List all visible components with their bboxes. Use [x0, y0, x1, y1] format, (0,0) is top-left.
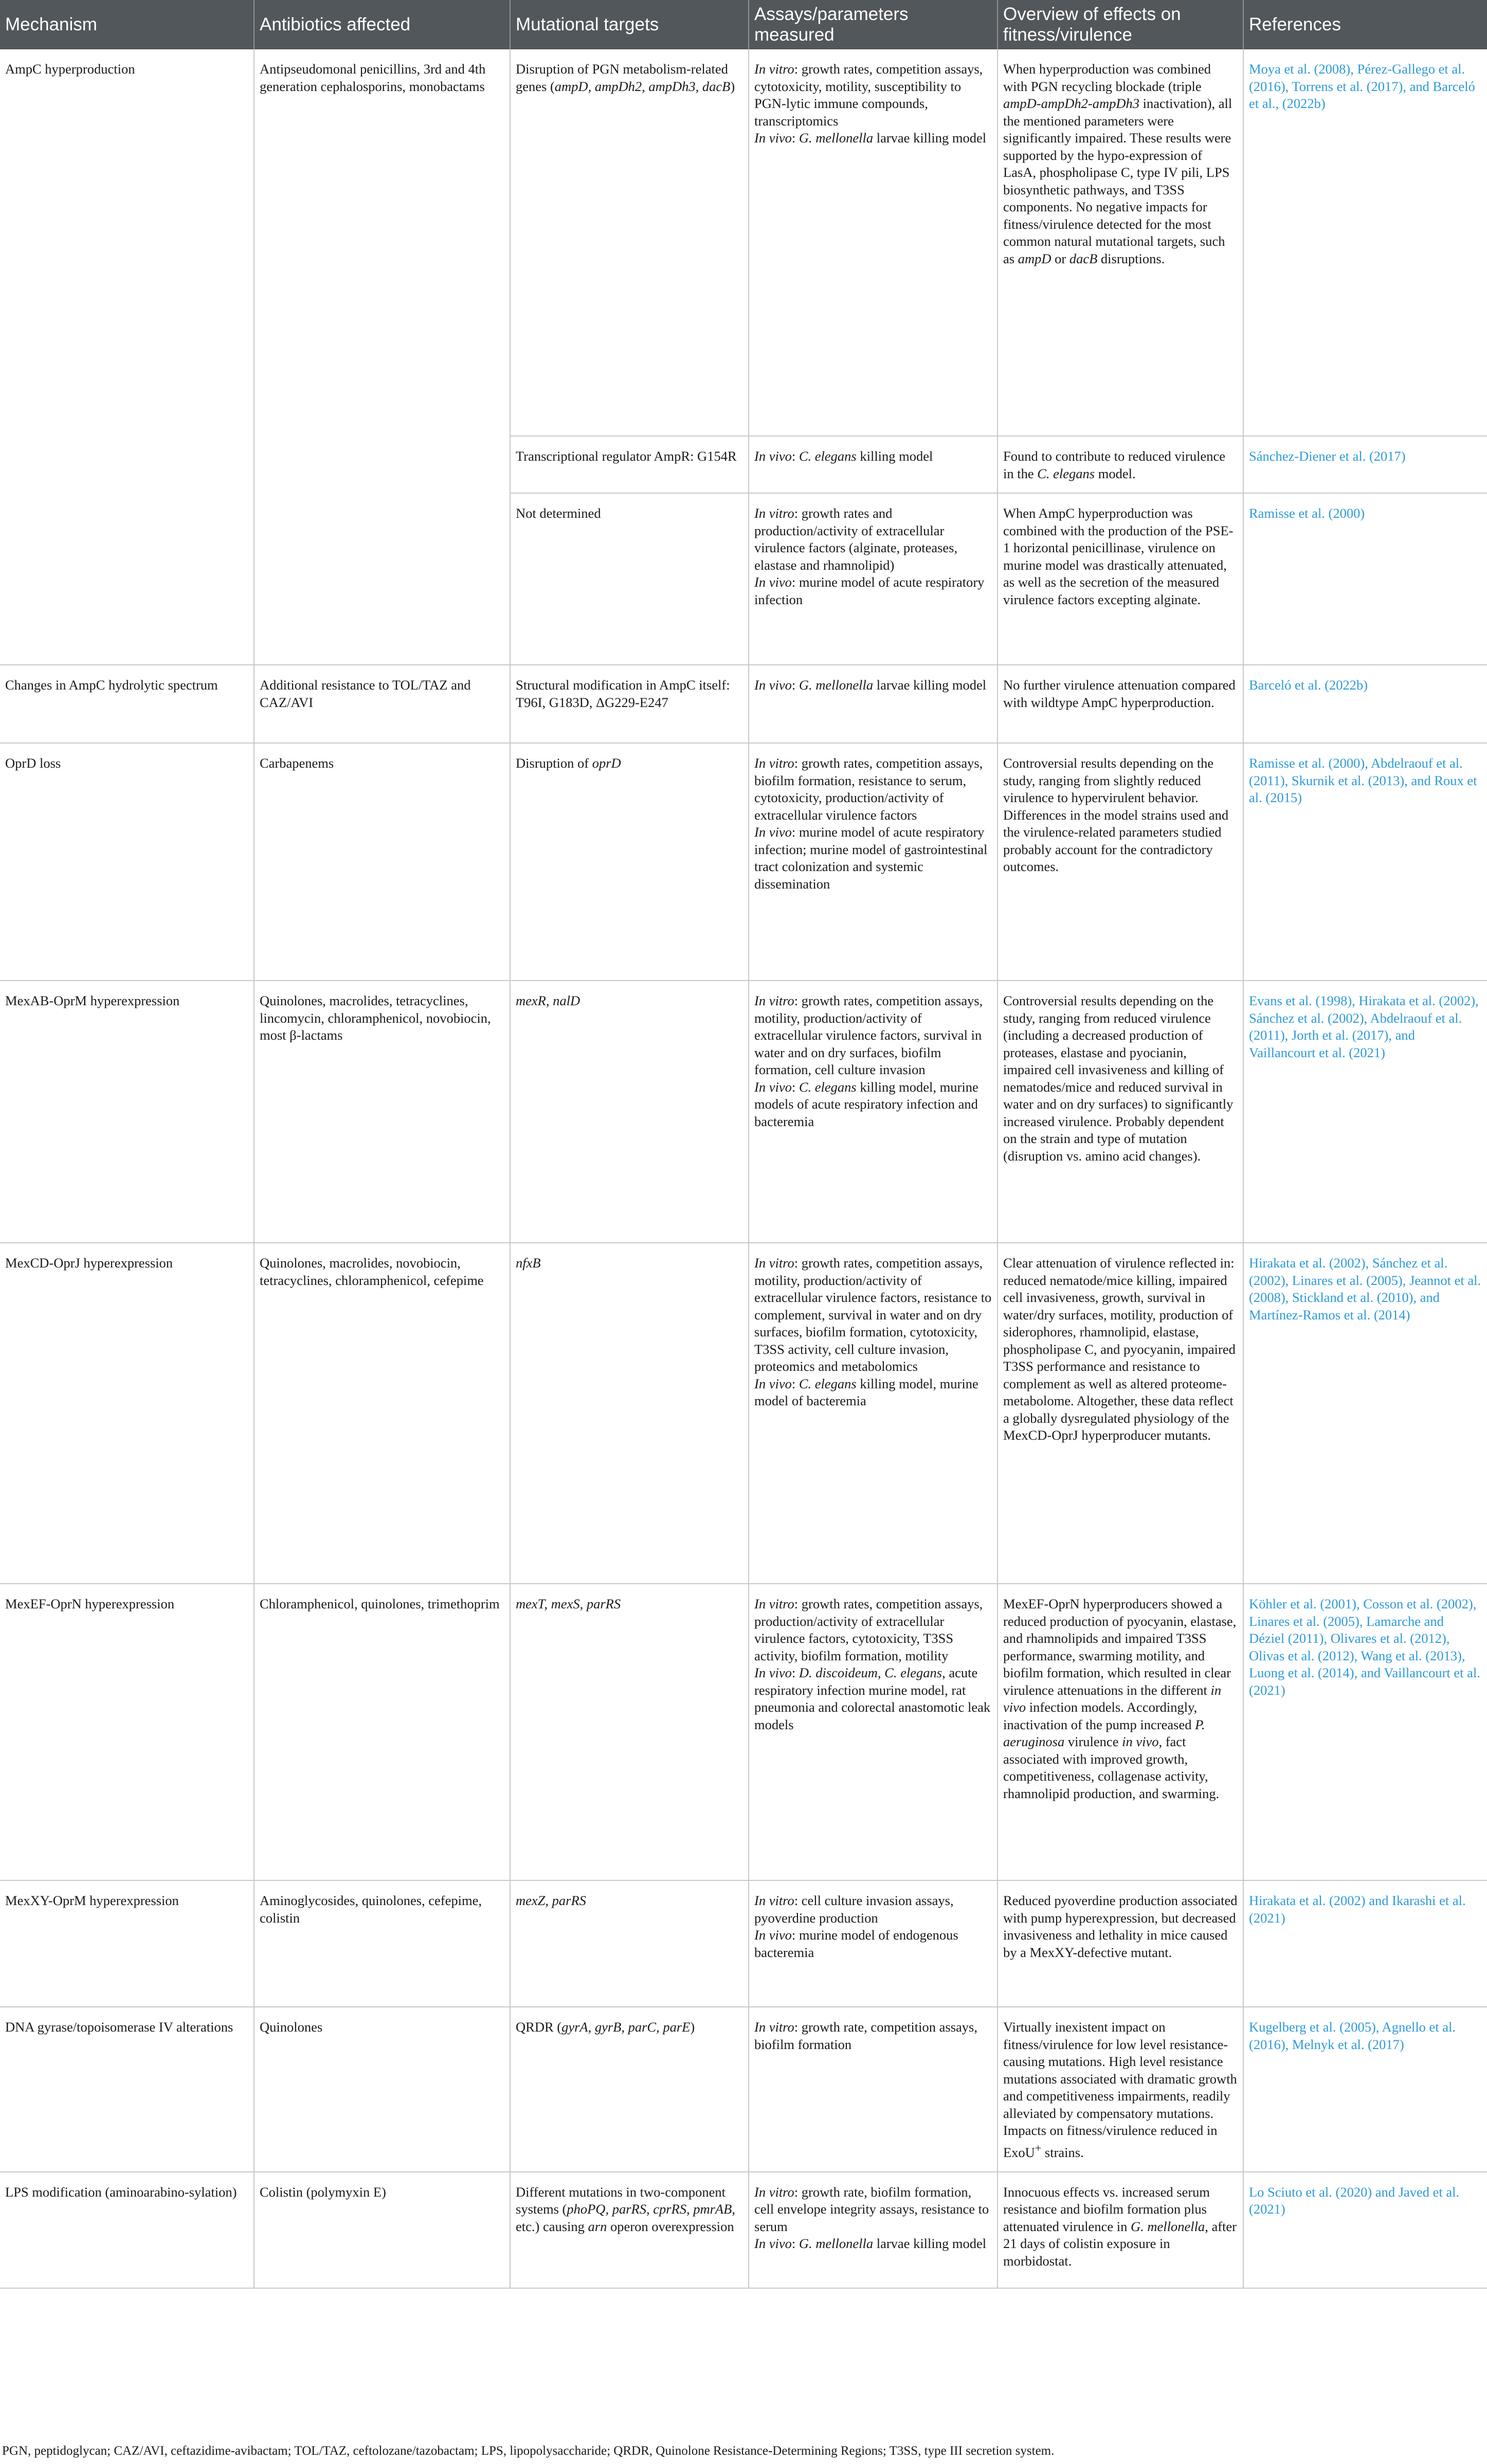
table-row	[0, 743, 1487, 981]
header-antibiotics: Antibiotics affected	[254, 0, 510, 49]
cell-assays: In vitro: growth rate, competition assays, biofilm formation	[749, 2007, 998, 2172]
cell-assays: In vivo: G. mellonella larvae killing model	[749, 665, 998, 743]
cell-antibiotics: Aminoglycosides, quinolones, cefepime, colistin	[254, 1880, 510, 2007]
table-row	[0, 2007, 1487, 2172]
cell-references: Ramisse et al. (2000), Abdelraouf et al. (2011), Skurnik et al. (2013), and Roux et al. (2015)	[1243, 743, 1487, 981]
cell-antibiotics: Chloramphenicol, quinolones, trimethoprim	[254, 1584, 510, 1880]
table-row	[0, 2172, 1487, 2288]
cell-overview: Reduced pyoverdine production associated with pump hyperexpression, but decreased invasiveness and lethality in mice caused by a MexXY-defective mutant.	[998, 1880, 1243, 2007]
cell-references: Evans et al. (1998), Hirakata et al. (2002), Sánchez et al. (2002), Abdelraouf et al. (2011), Jorth et al. (2017), and Vaillancourt et al. (2021)	[1243, 981, 1487, 1243]
cell-mechanism: LPS modification (aminoarabino-sylation)	[0, 2172, 254, 2288]
table-body	[0, 49, 1487, 2288]
cell-antibiotics: Antipseudomonal penicillins, 3rd and 4th generation cephalosporins, monobactams	[254, 49, 510, 665]
cell-assays: In vitro: growth rates, competition assays, biofilm formation, resistance to serum, cytotoxicity, production/activity of extracellular virulence factors In vivo: murine model of acute respiratory infection; murine model of gastrointestinal tract colonization and systemic dissemination	[749, 743, 998, 981]
cell-mutational-target: Disruption of oprD	[510, 743, 749, 981]
cell-mutational-target: mexZ, parRS	[510, 1880, 749, 2007]
cell-mechanism: MexXY-OprM hyperexpression	[0, 1880, 254, 2007]
cell-mutational-target: Disruption of PGN metabolism-related genes (ampD, ampDh2, ampDh3, dacB)	[510, 49, 749, 436]
cell-antibiotics: Quinolones, macrolides, novobiocin, tetracyclines, chloramphenicol, cefepime	[254, 1243, 510, 1584]
cell-references: Köhler et al. (2001), Cosson et al. (2002), Linares et al. (2005), Lamarche and Déziel (2011), Olivares et al. (2012), Olivas et al. (2012), Wang et al. (2013), Luong et al. (2014), and Vaillancourt et al. (2021)	[1243, 1584, 1487, 1880]
cell-references: Ramisse et al. (2000)	[1243, 493, 1487, 665]
cell-mechanism: MexEF-OprN hyperexpression	[0, 1584, 254, 1880]
cell-mutational-target: QRDR (gyrA, gyrB, parC, parE)	[510, 2007, 749, 2172]
header-mutational-targets: Mutational targets	[510, 0, 749, 49]
cell-mutational-target: Structural modification in AmpC itself: T96I, G183D, ΔG229-E247	[510, 665, 749, 743]
cell-mechanism: MexCD-OprJ hyperexpression	[0, 1243, 254, 1584]
cell-antibiotics: Carbapenems	[254, 743, 510, 981]
cell-antibiotics: Quinolones, macrolides, tetracyclines, lincomycin, chloramphenicol, novobiocin, most β-lactams	[254, 981, 510, 1243]
cell-mutational-target: mexR, nalD	[510, 981, 749, 1243]
cell-references: Sánchez-Diener et al. (2017)	[1243, 436, 1487, 493]
cell-mechanism: DNA gyrase/topoisomerase IV alterations	[0, 2007, 254, 2172]
cell-mutational-target: nfxB	[510, 1243, 749, 1584]
cell-assays: In vitro: growth rates and production/activity of extracellular virulence factors (alginate, proteases, elastase and rhamnolipid) In vivo: murine model of acute respiratory infection	[749, 493, 998, 665]
cell-assays: In vivo: C. elegans killing model	[749, 436, 998, 493]
cell-antibiotics: Colistin (polymyxin E)	[254, 2172, 510, 2288]
cell-references: Barceló et al. (2022b)	[1243, 665, 1487, 743]
cell-overview: Found to contribute to reduced virulence in the C. elegans model.	[998, 436, 1243, 493]
header-mechanism: Mechanism	[0, 0, 254, 49]
header-row	[0, 0, 1487, 49]
cell-overview: When AmpC hyperproduction was combined with the production of the PSE-1 horizontal penicillinase, virulence on murine model was drastically attenuated, as well as the secretion of the measured virulence factors excepting alginate.	[998, 493, 1243, 665]
cell-references: Hirakata et al. (2002), Sánchez et al. (2002), Linares et al. (2005), Jeannot et al. (2008), Stickland et al. (2010), and Martínez-Ramos et al. (2014)	[1243, 1243, 1487, 1584]
cell-mutational-target: Transcriptional regulator AmpR: G154R	[510, 436, 749, 493]
cell-overview: Controversial results depending on the study, ranging from reduced virulence (including a decreased production of proteases, elastase and pyocianin, impaired cell invasiveness and killing of nematodes/mice and reduced survival in water and on dry surfaces) to significantly increased virulence. Probably dependent on the strain and type of mutation (disruption vs. amino acid changes).	[998, 981, 1243, 1243]
cell-references: Lo Sciuto et al. (2020) and Javed et al. (2021)	[1243, 2172, 1487, 2288]
table-header	[0, 0, 1487, 49]
table-row	[0, 1880, 1487, 2007]
cell-mutational-target: Different mutations in two-component systems (phoPQ, parRS, cprRS, pmrAB, etc.) causing arn operon overexpression	[510, 2172, 749, 2288]
cell-mechanism: MexAB-OprM hyperexpression	[0, 981, 254, 1243]
cell-mutational-target: mexT, mexS, parRS	[510, 1584, 749, 1880]
header-references: References	[1243, 0, 1487, 49]
cell-references: Hirakata et al. (2002) and Ikarashi et al. (2021)	[1243, 1880, 1487, 2007]
table-row	[0, 1584, 1487, 1880]
cell-assays: In vitro: growth rates, competition assays, motility, production/activity of extracellular virulence factors, survival in water and on dry surfaces, biofilm formation, cell culture invasion In vivo: C. elegans killing model, murine models of acute respiratory infection and bacteremia	[749, 981, 998, 1243]
cell-antibiotics: Additional resistance to TOL/TAZ and CAZ/AVI	[254, 665, 510, 743]
cell-antibiotics: Quinolones	[254, 2007, 510, 2172]
header-overview: Overview of effects on fitness/virulence	[998, 0, 1243, 49]
cell-mechanism: Changes in AmpC hydrolytic spectrum	[0, 665, 254, 743]
table-row	[0, 1243, 1487, 1584]
cell-assays: In vitro: growth rate, biofilm formation, cell envelope integrity assays, resistance to serum In vivo: G. mellonella larvae killing model	[749, 2172, 998, 2288]
cell-mechanism: AmpC hyperproduction	[0, 49, 254, 665]
table-row	[0, 665, 1487, 743]
cell-overview: Innocuous effects vs. increased serum resistance and biofilm formation plus attenuated virulence in G. mellonella, after 21 days of colistin exposure in morbidostat.	[998, 2172, 1243, 2288]
cell-mutational-target: Not determined	[510, 493, 749, 665]
cell-assays: In vitro: growth rates, competition assays, production/activity of extracellular virulence factors, cytotoxicity, T3SS activity, biofilm formation, motility In vivo: D. discoideum, C. elegans, acute respiratory infection murine model, rat pneumonia and colorectal anastomotic leak models	[749, 1584, 998, 1880]
cell-references: Kugelberg et al. (2005), Agnello et al. (2016), Melnyk et al. (2017)	[1243, 2007, 1487, 2172]
cell-assays: In vitro: cell culture invasion assays, pyoverdine production In vivo: murine model of endogenous bacteremia	[749, 1880, 998, 2007]
table-row	[0, 981, 1487, 1243]
cell-assays: In vitro: growth rates, competition assays, motility, production/activity of extracellular virulence factors, resistance to complement, survival in water and on dry surfaces, biofilm formation, cytotoxicity, T3SS activity, cell culture invasion, proteomics and metabolomics In vivo: C. elegans killing model, murine model of bacteremia	[749, 1243, 998, 1584]
cell-overview: Clear attenuation of virulence reflected in: reduced nematode/mice killing, impaired cell invasiveness, growth, survival in water/dry surfaces, motility, production of siderophores, rhamnolipid, elastase, phospholipase C, and pyocyanin, impaired T3SS performance and resistance to complement as well as altered proteome-metabolome. Altogether, these data reflect a globally dysregulated physiology of the MexCD-OprJ hyperproducer mutants.	[998, 1243, 1243, 1584]
cell-assays: In vitro: growth rates, competition assays, cytotoxicity, motility, susceptibility to PGN-lytic immune compounds, transcriptomics In vivo: G. mellonella larvae killing model	[749, 49, 998, 436]
cell-mechanism: OprD loss	[0, 743, 254, 981]
cell-references: Moya et al. (2008), Pérez-Gallego et al. (2016), Torrens et al. (2017), and Barceló et al., (2022b)	[1243, 49, 1487, 436]
cell-overview: Virtually inexistent impact on fitness/virulence for low level resistance-causing mutations. High level resistance mutations associated with dramatic growth and competitiveness impairments, readily alleviated by compensatory mutations. Impacts on fitness/virulence reduced in ExoU+ strains.	[998, 2007, 1243, 2172]
cell-overview: Controversial results depending on the study, ranging from slightly reduced virulence to hypervirulent behavior. Differences in the model strains used and the virulence-related parameters studied probably account for the contradictory outcomes.	[998, 743, 1243, 981]
table-footnote: PGN, peptidoglycan; CAZ/AVI, ceftazidime-avibactam; TOL/TAZ, ceftolozane/tazobactam; LPS, lipopolysaccharide; QRDR, Quinolone Resistance-Determining Regions; T3SS, type III secretion system.	[2, 2444, 1055, 2458]
cell-overview: No further virulence attenuation compared with wildtype AmpC hyperproduction.	[998, 665, 1243, 743]
table-row	[0, 49, 1487, 436]
cell-overview: When hyperproduction was combined with PGN recycling blockade (triple ampD-ampDh2-ampDh3 inactivation), all the mentioned parameters were significantly impaired. These results were supported by the hypo-expression of LasA, phospholipase C, type IV pili, LPS biosynthetic pathways, and T3SS components. No negative impacts for fitness/virulence detected for the most common natural mutational targets, such as ampD or dacB disruptions.	[998, 49, 1243, 436]
cell-overview: MexEF-OprN hyperproducers showed a reduced production of pyocyanin, elastase, and rhamnolipids and impaired T3SS performance, swarming motility, and biofilm formation, which resulted in clear virulence attenuations in the different in vivo infection models. Accordingly, inactivation of the pump increased P. aeruginosa virulence in vivo, fact associated with improved growth, competitiveness, collagenase activity, rhamnolipid production, and swarming.	[998, 1584, 1243, 1880]
header-assays: Assays/parameters measured	[749, 0, 998, 49]
